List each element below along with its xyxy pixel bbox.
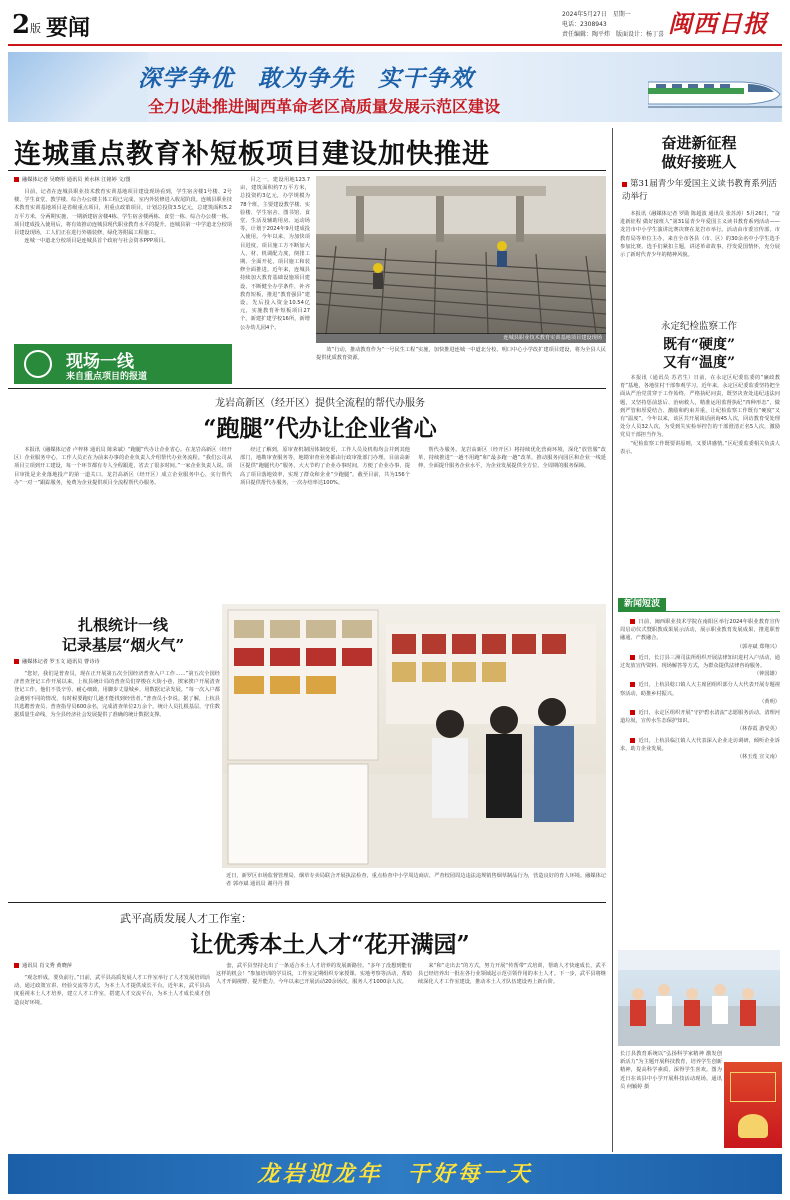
promo-poster-frame (730, 1072, 776, 1102)
section-box-subtitle: 来自重点项目的报道 (66, 372, 148, 382)
lead-photo-caption: 连城县职业技术教育实训基地项目建设现场 (316, 333, 606, 343)
bottom-banner-text: 龙岩迎龙年 干好每一天 (257, 1161, 533, 1187)
lead-rule (8, 170, 606, 171)
story3-byline: 融媒体记者 罗玉文 通讯员 曹诗诗 (14, 658, 232, 665)
train-icon (648, 74, 782, 110)
bottom-banner (8, 1154, 782, 1194)
right-column-divider (612, 128, 613, 1152)
story2-headline: “跑腿”代办让企业省心 (203, 415, 437, 442)
byline-marker-icon (14, 177, 19, 182)
byline-marker-icon (14, 659, 19, 664)
right-top-body: 本报讯（融媒体记者 罗勋 陈超波 通讯员 张苏涛）5月26日，“奋进新征程 做好接班人”第31届青少年爱国主义读书教育系列活动——龙岩市中小学生演讲比赛决赛在龙岩市举行。活动由市委宣传部、市教育局等单位主办，来自全市各县（市、区）的30余名中小学生选手参加比赛。选手们紧扣主题，讲述革命故事，抒发爱国情怀，充分展示了新时代青少年的精神风貌。 (620, 211, 780, 259)
story4-col3: 来“和”走出去”的方式，努力开展“传帮带”式培训，帮助人才快速成长，武平县已经培养出一批在各行业领域起示范引领作用的本土人才。下一步，武平县将继续深化人才工作室建设，推动本土人才队伍建设再上新台阶。 (418, 963, 606, 986)
brief-marker-icon (630, 619, 635, 624)
story2-kicker: 龙岩高新区（经开区）提供全流程的帮代办服务 (215, 398, 425, 409)
story3-headline-2: 记录基层“烟火气” (61, 636, 185, 654)
page-header (0, 0, 790, 46)
story4-col2: 套，武平县坚持走出了一条适合本土人才培养的发展新路径。“多年了没想到能有这样的机会！”参加培训的学员说，工作室定期组织专家授课、实地考察等活动，帮助人才开阔视野、提升能力，今年以来已开展活动20余场次，服务人才1000余人次。 (216, 963, 412, 986)
brief-marker-icon (630, 710, 635, 715)
news-brief-item: 近日，永定区组织开展“守护碧水清流”志愿服务活动，清理河道垃圾，宣传水生态保护知识。 （林春霞 游受英） (620, 710, 780, 733)
right-mid-headline-2: 又有“温度” (662, 355, 736, 371)
right-mid-kicker: 永定纪检监察工作 (660, 321, 737, 332)
lead-col1: 目前，记者在连城县职业技术教育实训基地项目建设现场看到，学生宿舍楼1号楼、2号楼、学生食堂、教学楼、综合办公楼主体工程已完成，室内外装修进入收尾阶段。连城县职业技术教育实训基地项目是省级重点项目，用重点政策项目，计划总投资3.5亿元，总建筑面积5.2万平方米，分两期实施，一期新建宿舍楼4栋、学生宿舍楼两栋、食堂一栋、综合办公楼一栋。项目建成投入使用后，将有效推动连城县现代职业教育水平的提升。连城县第一中学道北分校项目建设现场，工人们正在进行外墙装修，绿化等附属工程施工。 连城一中道北分校项目是连城县首个政府与社会资本PPP项目。 (14, 189, 232, 245)
lead-end-rule (8, 388, 606, 389)
story4-kicker: 武平高质发展人才工作室： (120, 912, 252, 925)
story2-col2: 经过了解到，原审查机制因体制变更，工作人员及机构均会并到其他部门，地勘审查服务等，地勘审查业务都由行政审批部门办理。目前高新区提供“跑腿代办”服务，大大节约了企业办事时间，方便了企业办事，提高了项目落地效率，实现了群众和企业“少跑腿”。截至目前，共为156个项目提供帮代办服务，一次办结率达100%。 (240, 447, 410, 486)
news-brief-item: 日前，闽西职业技术学院在南阳区举行2024年职业教育宣传周启动仪式暨职教成果展示活动，展示职业教育发展成果，推进职普融通、产教融合。 （郭亦斌 郑翔兴） (620, 619, 780, 650)
news-briefs-photo-caption: 长汀县教育系统以“弘扬科学家精神 激发创新活力”为主题开展科技教育，培养学生创新精神，提高科学素质，深得学生喜欢。图为近日在该县中小学开展科技活动现场。通讯员 何颖婷 摄 (620, 1051, 722, 1090)
section-box-title: 现场一线 (66, 352, 134, 372)
section-title: 要闻 (46, 15, 91, 41)
header-rule (8, 44, 782, 46)
story3-headline-1: 扎根统计一线 (77, 616, 168, 634)
lead-col3: 效“行动，推动教育作为“一号民生工程”实施，加快推进连城一中道北分校、明口中心小学改扩建项目建设，将为全县人民提供优质教育资源。 (316, 347, 606, 362)
page-suffix: 版 (30, 22, 41, 35)
story2-col3: 帮代办服务。龙岩高新区（经开区）将持续优化营商环境，深化“放管服”改革，持续推进“一趟不用跑”和“最多跑一趟”改革，推动服务向园区和企业一线延伸，全面提升服务企业水平，为企业发展提供全方位、全周期的服务保障。 (418, 447, 606, 470)
news-brief-item: 近日，长汀县三洲司法所组织开展法律知识进村入户活动，通过发放宣传资料、现场解答等方式，为群众提供法律咨询服务。 （钟国雄） (620, 654, 780, 678)
banner-line1: 深学争优 敢为争先 实干争效 (138, 65, 474, 92)
right-top-subhead: 第31届青少年爱国主义读书教育系列活动举行 (622, 179, 777, 202)
story2-col1: 本报讯（融媒体记者 卢梓林 通讯员 陈荣斌）“跑腿”代办让企业省心。在龙岩高新区（经开区）企业服务中心，工作人员正在为前来办事的企业负责人介绍帮代办业务流程。“我们公司从项目立项到开工建设，每一个环节都有专人全程跟进，省去了很多时间。”一家企业负责人说。项目审批是企业落地投产的第一道关口。龙岩高新区（经开区）成立企业服务中心，实行帮代办“一对一”跟踪服务，免费为企业提供项目全流程帮代办服务。 (14, 447, 232, 486)
story4-byline: 通讯员 肖文秀 黄晓萍 (14, 962, 224, 969)
editor-line: 责任编辑：陶平炜 版面设计：杨丁喜 (562, 31, 665, 38)
phone-line: 电话：2308943 (562, 21, 607, 28)
news-briefs-list (620, 618, 780, 942)
banner-decoration (8, 52, 148, 122)
subhead-marker-icon (622, 182, 627, 187)
story4-col1: “观念形成，要负前行。”日前，武平县高质发展人才工作室举行了人才发展培训活动，通过政策宣讲、经验交流等方式，为本土人才提供成长平台。近年来，武平县高度重视本土人才培养，建立人才工作室，搭建人才交流平台，为本土人才成长成才创造良好环境。 (14, 975, 210, 1006)
story3-photo-inspection (222, 604, 606, 868)
news-briefs-title-bar (618, 598, 780, 612)
promo-poster-emblem (738, 1114, 768, 1138)
right-mid-headline-1: 既有“硬度” (662, 337, 736, 353)
story3-end-rule (8, 902, 606, 903)
lead-headline: 连城重点教育补短板项目建设加快推进 (14, 139, 490, 170)
promo-poster-graphic (724, 1062, 782, 1148)
brief-marker-icon (630, 682, 635, 687)
news-briefs-photo-students (618, 950, 780, 1046)
news-brief-item: 近日，上杭县临江镇人大代表深入企业走访调研，倾听企业诉求，助力企业发展。 （林玉莲 宣文南） (620, 737, 780, 761)
lead-photo-construction (316, 176, 606, 334)
theme-banner (8, 52, 782, 122)
right-top-headline-1: 奋进新征程 (661, 134, 737, 152)
news-briefs-title: 新闻短波 (618, 598, 666, 611)
right-mid-body: 本报讯（通讯员 苏君生）日前，在永定区纪委监委的“廉政教育”基地，各地驻村干部参观学习。近年来，永定区纪委监委坚持把全面从严治党贯穿于工作始终，严格执纪问责，既坚决查处违纪违法问题，又坚持惩前毖后、治病救人，精准运用监督执纪“四种形态”，做到严管和厚爱结合、激励和约束并重，让纪检监察工作既有“硬度”又有“温度”。今年以来，该区共开展谈话函询45人次，回访教育受处理处分人员32人次，为受到失实检举控告的干部澄清正名5人次，激励党员干部担当作为。 “纪检监察工作既要讲原则，又要讲感情。”区纪委监委相关负责人表示。 (620, 375, 780, 455)
page-number: 2 (12, 10, 31, 40)
brief-marker-icon (630, 655, 635, 660)
section-box-scene (14, 344, 232, 384)
date-line: 2024年5月27日 星期一 (562, 11, 631, 18)
lead-col2: 目之一，建设用地123.7亩，建筑面积约7万平方米，总投资约3亿元，办学规模为78个班，主要建设教学楼、实验楼、学生宿舍、图书馆、食堂、生活及辅助用房、运动场等。计划于2024年9月建成投入使用。今年以来，为加快项目进度，项目施工方不断加大人、材、机调配力度，倒排工期、全面开花，项目施工和装修全面推进。近年来，连城县持续加大教育基础设施项目建设，不断健全办学条件，补齐教育短板，推进“教育强县”建设，先后投入资金10.54亿元，实施教育补短板项目27个，新建扩建学校16所，新增公办幼儿园4个。 (240, 177, 310, 331)
story3-photo-caption: 近日，新罗区市场监督管理局、烟草专卖局联合开展执法检查，重点检查中小学周边商店，严查校园周边违法违规销售烟草制品行为，营造良好的育人环境。融媒体记者 郭亦斌 通讯员 谢丹丹 摄 (226, 873, 606, 888)
lead-byline: 融媒体记者 吴晓彤 通讯员 黄水林 江铭婷 文/图 (14, 176, 234, 183)
news-brief-item: 近日，上杭县稔口镇人大主席团组织部分人大代表开展专题视察活动，助推乡村振兴。 （黄明） (620, 682, 780, 705)
brief-marker-icon (630, 738, 635, 743)
story4-headline: 让优秀本土人才“花开满园” (190, 931, 470, 958)
banner-line2: 全力以赴推进闽西革命老区高质量发展示范区建设 (148, 97, 501, 116)
right-top-headline-2: 做好接班人 (661, 153, 737, 171)
section-box-emblem-icon (24, 350, 52, 378)
story3-body: “您好，我们是普查员，现在正开展第五次全国经济普查入户工作……”第五次全国经济普查登记工作开展以来，上杭县统计局的普查员们穿梭在大街小巷，挨家挨户开展清查登记工作。他们不畏辛劳、耐心细致，用脚步丈量城乡，用数据记录发展。“每一次入户都会遇到不同的情况，有时候要跑好几趟才能找到经营者。”普查员小李说。据了解，上杭县共选聘普查员、普查指导员600余名，完成清查单位2万余个。统计人员扎根基层，守住数据质量生命线，为全县经济社会发展提供了准确的统计数据支撑。 (14, 671, 220, 719)
masthead-logo: 闽西日报 (668, 9, 768, 38)
byline-marker-icon (14, 963, 19, 968)
